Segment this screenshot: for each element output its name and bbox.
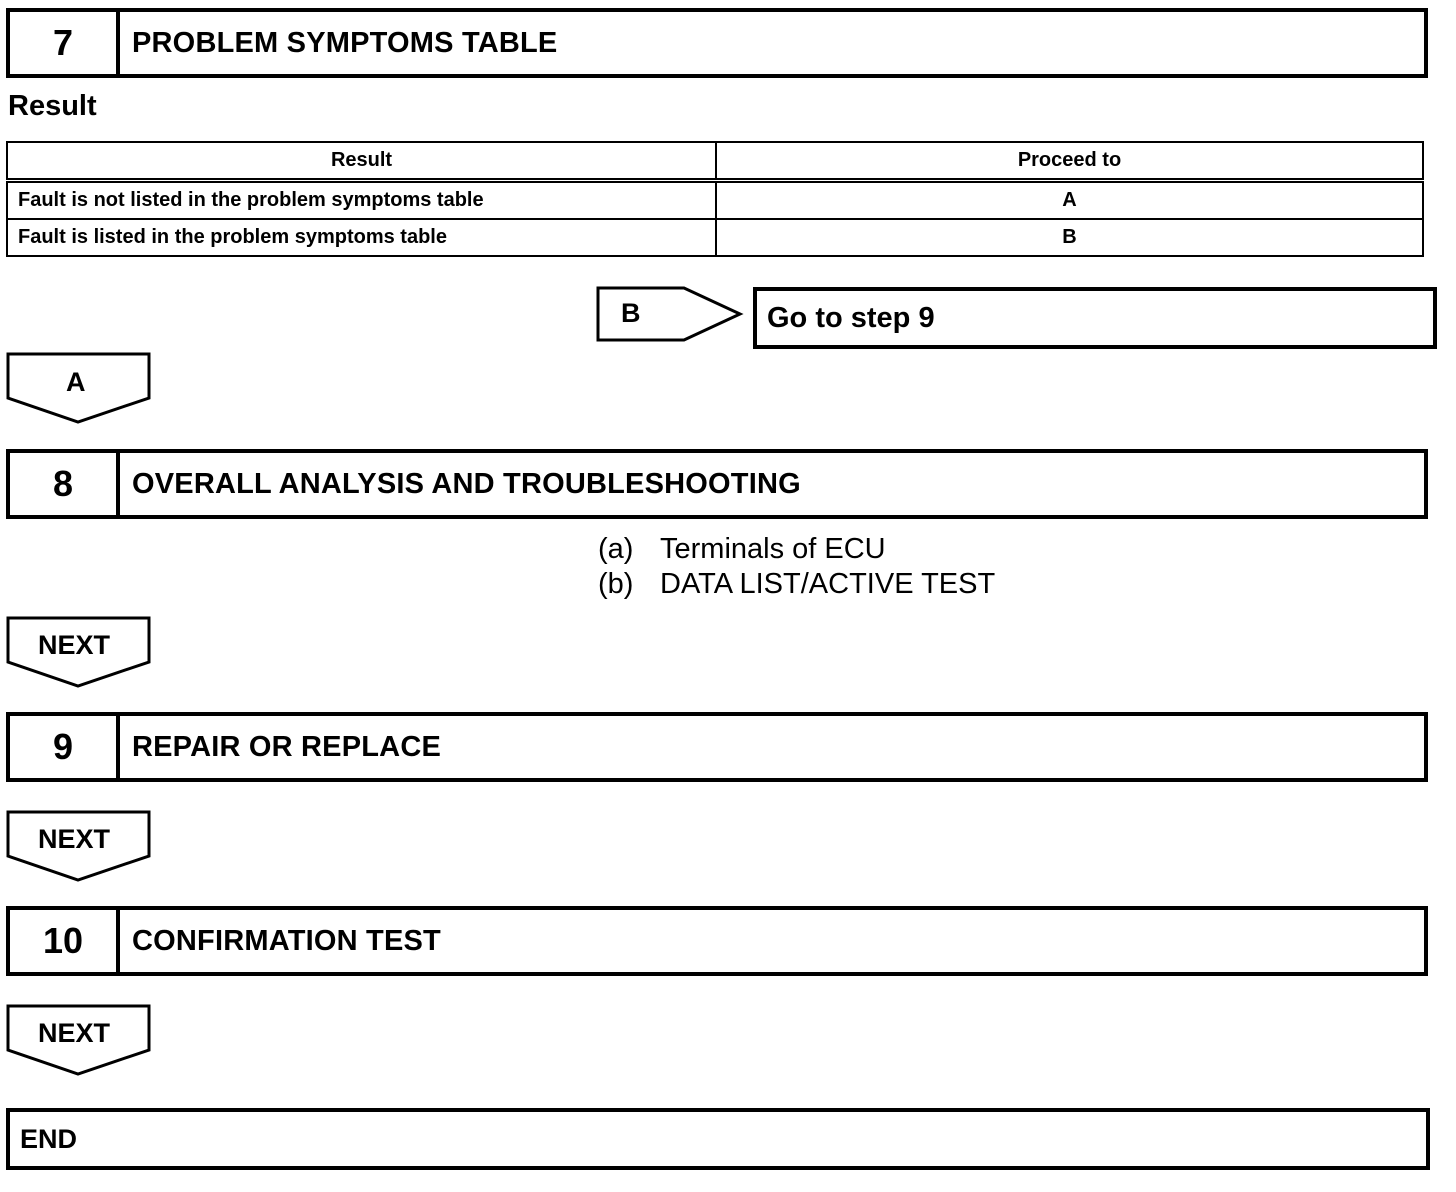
branch-b-arrow-icon[interactable] <box>596 286 746 344</box>
next-label: NEXT <box>38 824 111 854</box>
step-title: REPAIR OR REPLACE <box>132 730 442 763</box>
proceed-cell: B <box>716 219 1423 256</box>
step-7-header <box>6 8 1428 78</box>
step-title: CONFIRMATION TEST <box>132 924 441 957</box>
column-header-proceed: Proceed to <box>716 142 1423 181</box>
next-label: NEXT <box>38 630 111 660</box>
table-header-row <box>7 142 1423 181</box>
result-cell: Fault is not listed in the problem symptoms table <box>7 181 716 220</box>
step-8-header <box>6 449 1428 519</box>
table-row <box>7 219 1423 256</box>
step-10-header <box>6 906 1428 976</box>
end-box: END <box>6 1108 1430 1170</box>
step-number: 10 <box>10 910 120 972</box>
branch-b-label: B <box>621 298 641 328</box>
branch-a-label: A <box>66 367 86 397</box>
step-number: 9 <box>10 716 120 778</box>
list-text: Terminals of ECU <box>660 533 886 565</box>
step-number: 7 <box>10 12 120 74</box>
step-title: PROBLEM SYMPTOMS TABLE <box>132 26 558 59</box>
step-9-header <box>6 712 1428 782</box>
result-heading: Result <box>8 90 97 122</box>
result-cell: Fault is listed in the problem symptoms table <box>7 219 716 256</box>
list-marker: (b) <box>598 568 634 600</box>
list-marker: (a) <box>598 533 634 565</box>
list-item <box>598 533 886 566</box>
result-table <box>6 141 1424 257</box>
list-item <box>598 568 995 601</box>
proceed-cell: A <box>716 181 1423 220</box>
list-text: DATA LIST/ACTIVE TEST <box>660 568 996 600</box>
step-number: 8 <box>10 453 120 515</box>
step-title: OVERALL ANALYSIS AND TROUBLESHOOTING <box>132 467 801 500</box>
next-label: NEXT <box>38 1018 111 1048</box>
table-row <box>7 181 1423 220</box>
goto-step-9-box[interactable]: Go to step 9 <box>753 287 1437 349</box>
column-header-result: Result <box>7 142 716 181</box>
